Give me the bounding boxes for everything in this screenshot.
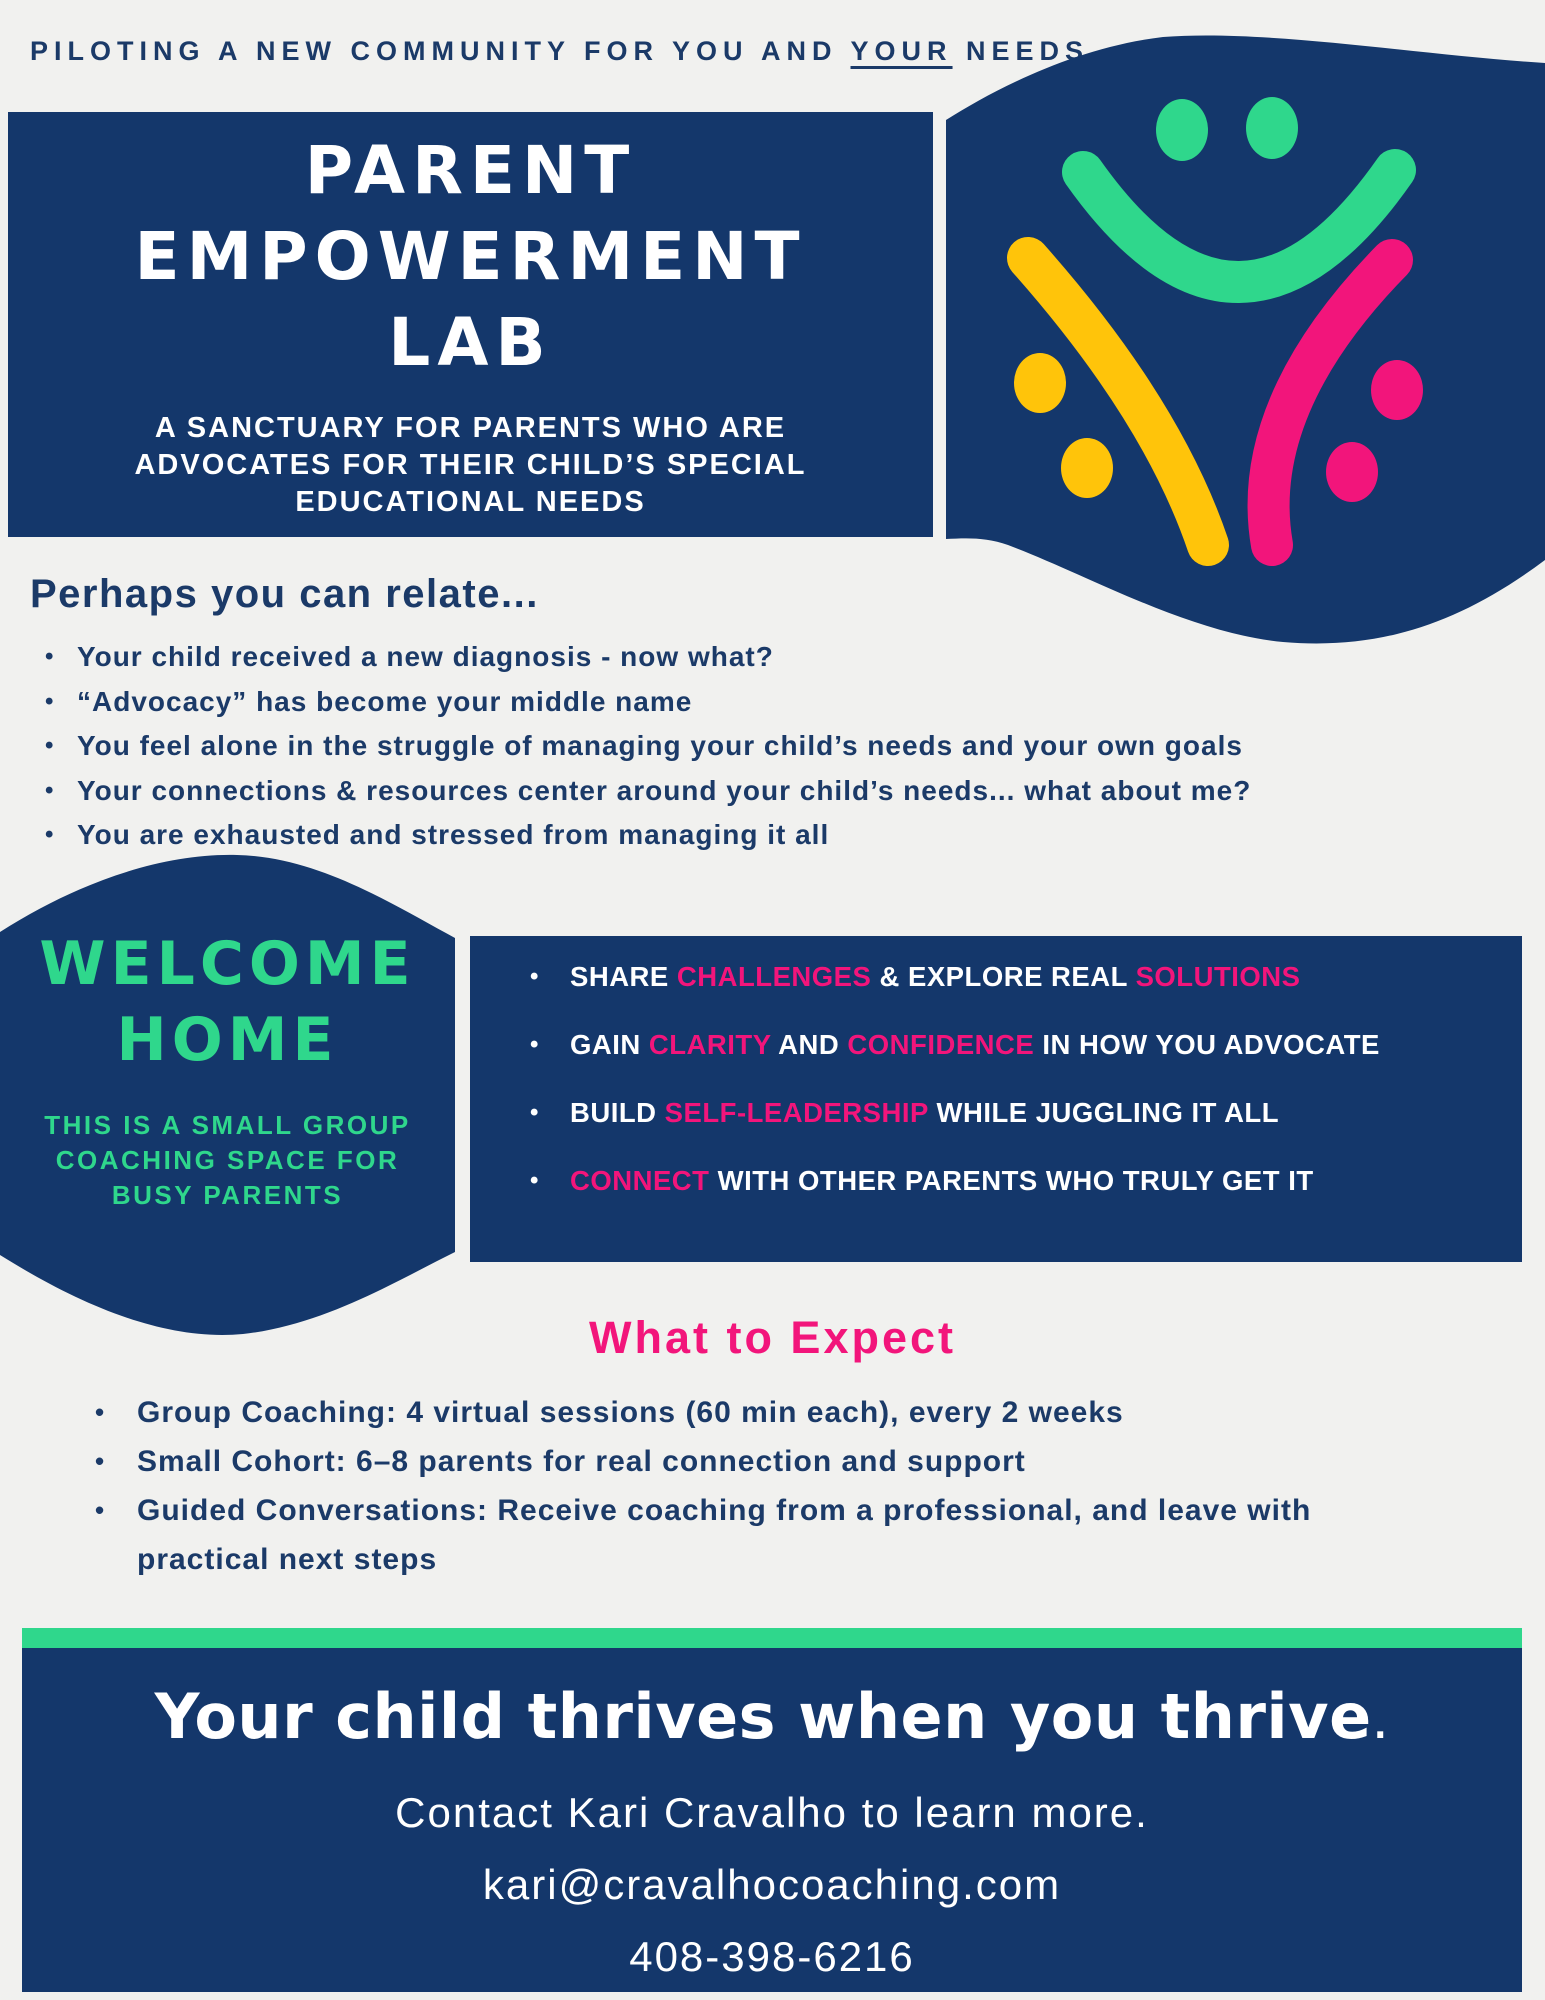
benefit-highlight: CHALLENGES: [676, 961, 872, 992]
expect-item: • Small Cohort: 6–8 parents for real connection and support: [95, 1437, 1395, 1486]
expect-item: • Group Coaching: 4 virtual sessions (60 min each), every 2 weeks: [95, 1388, 1395, 1437]
hero-title-line-2: EMPOWERMENT: [134, 218, 807, 295]
relate-item: • You feel alone in the struggle of managing your child’s needs and your own goals: [45, 724, 1515, 769]
hero-subtitle: [134, 410, 806, 521]
relate-item: • Your child received a new diagnosis - now what?: [45, 635, 1515, 680]
benefit-highlight: CLARITY: [648, 1029, 772, 1060]
expect-heading: What to Expect: [588, 1312, 957, 1363]
welcome-title: WELCOME HOME: [39, 929, 416, 1075]
benefit-highlight: SOLUTIONS: [1135, 961, 1301, 992]
expect-list: [95, 1388, 1395, 1584]
benefit-text: SHARE: [570, 961, 677, 992]
header-tagline: [30, 36, 1089, 67]
benefit-text: WHILE JUGGLING IT ALL: [928, 1097, 1280, 1128]
benefit-text: BUILD: [570, 1097, 665, 1128]
benefit-highlight: SELF-LEADERSHIP: [664, 1097, 929, 1128]
hero-subtitle-line-2: ADVOCATES FOR THEIR CHILD’S SPECIAL: [134, 449, 807, 481]
tagline-emphasis: YOUR: [850, 36, 953, 66]
benefit-highlight: CONFIDENCE: [847, 1029, 1035, 1060]
hero-title: [135, 128, 807, 386]
footer-email: kari@cravalhocoaching.com: [482, 1861, 1062, 1908]
relate-item: • You are exhausted and stressed from managing it all: [45, 813, 1515, 858]
relate-section: [30, 572, 1530, 858]
welcome-subtitle: THIS IS A SMALL GROUP COACHING SPACE FOR BUSY PARENTS: [44, 1110, 411, 1210]
benefit-text: GAIN: [570, 1029, 649, 1060]
footer-headline-period: .: [1371, 1683, 1390, 1752]
smiley-faces-graphic: [938, 25, 1545, 650]
benefit-item: [530, 1166, 1502, 1196]
relate-item: • Your connections & resources center around your child’s needs... what about me?: [45, 769, 1515, 814]
benefit-item: [530, 1030, 1502, 1060]
relate-item: • “Advocacy” has become your middle name: [45, 680, 1515, 725]
benefit-item: [530, 1098, 1502, 1128]
expect-item: • Guided Conversations: Receive coaching from a professional, and leave with practical next steps: [95, 1486, 1395, 1584]
tagline-suffix: NEEDS: [952, 36, 1090, 66]
relate-heading: Perhaps you can relate...: [30, 572, 539, 616]
footer-contact-line: Contact Kari Cravalho to learn more.: [395, 1789, 1149, 1836]
footer-headline-text: Your child thrives when you thrive: [154, 1680, 1372, 1753]
benefit-text: WITH OTHER PARENTS WHO TRULY GET IT: [709, 1165, 1314, 1196]
expect-section: [95, 1388, 1395, 1584]
benefit-highlight: CONNECT: [570, 1165, 710, 1196]
benefit-text: IN HOW YOU ADVOCATE: [1034, 1029, 1380, 1060]
welcome-section: [0, 926, 455, 1213]
footer-headline: [22, 1680, 1522, 1753]
benefit-text: & EXPLORE REAL: [871, 961, 1136, 992]
hero-subtitle-line-1: A SANCTUARY FOR PARENTS WHO ARE: [154, 412, 787, 444]
hero-block: [8, 112, 933, 537]
footer-accent-bar: [22, 1628, 1522, 1648]
tagline-prefix: PILOTING A NEW COMMUNITY FOR YOU AND: [30, 36, 851, 66]
benefits-list: [470, 936, 1522, 1196]
footer-phone: 408-398-6216: [629, 1933, 915, 1980]
benefit-item: [530, 962, 1502, 992]
navy-blob-shape: [946, 35, 1545, 643]
hero-subtitle-line-3: EDUCATIONAL NEEDS: [295, 486, 646, 518]
hero-title-line-3: LAB: [388, 304, 553, 381]
benefits-box: [470, 936, 1522, 1262]
footer-block: [22, 1648, 1522, 1992]
hero-title-line-1: PARENT: [304, 132, 637, 209]
relate-list: [45, 635, 1515, 858]
benefit-text: AND: [771, 1029, 848, 1060]
